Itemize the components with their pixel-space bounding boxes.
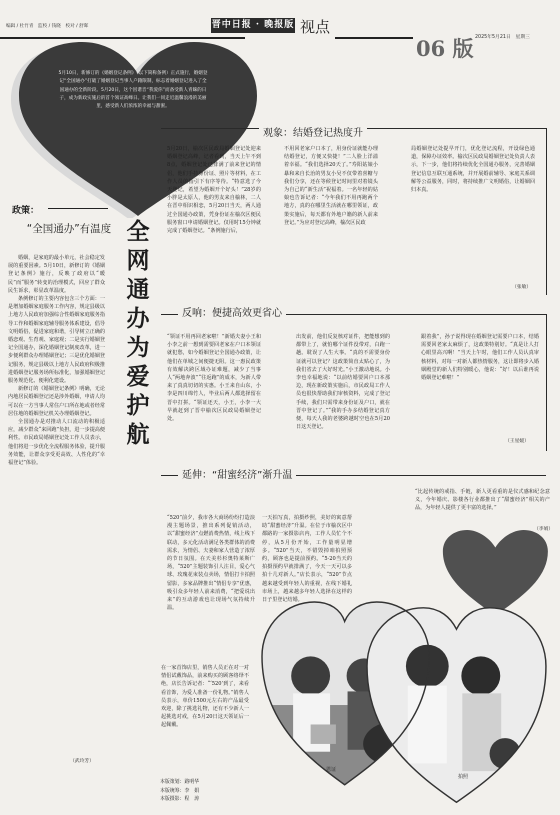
policy-kicker: 政策： <box>12 206 40 216</box>
intro-text: 5月10日，新修订的《婚姻登记条例》（以下简称条例）正式施行，婚姻登记“全国通办”打破了婚姻登记当事人户籍限制，标志着婚姻登记进入了全国通办的全新阶段。5月20日，这个因谐音“我爱你”而备受新人青睐的日子，成为新政实施后的首个领证高峰日。让我们一同走近温馨浪漫的美丽里，感受新人们浓浓的幸福与甜蜜。 <box>58 71 208 110</box>
extend-heading: 延伸：“甜蜜经济”渐升温 <box>178 466 296 481</box>
observe-column-3: 局婚姻登记处提早开门，优化登记流程，开设绿色通道，保障办证效率。榆次区民政局婚姻登记处负责人表示，下一步，他们将持续优化全国通办服务，完善婚姻登记信息互联互通系统，并开展婚前辅导、家庭关系调解等公益服务，同时，将持续推广文明婚俗，让婚姻回归本真。 <box>411 146 535 194</box>
editor-credits: 编辑 / 杜竹青 监校 / 钱晓 校对 / 舒晖 <box>6 24 89 29</box>
main-headline: 全网通办 为爱护航 <box>126 219 150 448</box>
feedback-credit: （王星媛） <box>505 439 529 444</box>
extend-column-2: 在一家首饰店里，销售人员正在对一对情侣试戴饰品，前来购买的顾客络绎不绝，店长告诉记者：“‘520’到了，来看看首饰，为爱人准备一份礼物。”销售人员表示，单价1500元左右的产品最受欢迎，除了挑选礼物，还有不少新人一起挑选对戒，在5月20日这天领证后一起佩戴。 <box>161 665 249 729</box>
newspaper-logo: 晋中日报 · 晚报版 <box>211 18 295 33</box>
extend-column-1: “520”前夕，我市各大商场纷纷打造浪漫主题场景，推出系列促销活动，以“甜蜜经济”点燃消费热情，线上线下联动，多元化活动满足各类群体的消费需求，为情侣、夫妻和家人营造了浓厚的节日氛围。在天美杉杉奥特莱斯广场，“520”主题装饰引人注目，爱心气球、玫瑰花束装点卖场，情侣打卡拍照留影，多家品牌推出“情侣专享”优惠，吸引众多年轻人前来消费，“把爱说出来”的互动游戏也让现场气氛持续升温。 <box>167 515 255 612</box>
policy-paragraph: 婚姻，是家庭的最小单元，社会稳定发展的重要因素。5月10日，新修订的《婚姻登记条例》施行，反映了政府以“暖民”而“服务”转变的治理模式，回应了群众民生诉求，彰显改革温度。 <box>8 255 105 294</box>
photo-caption-right: 拍照 <box>458 774 469 780</box>
policy-paragraph: 全国通办是对推动人口流动的积极适应，减少群众“来回跑”负担，进一步提高便利性。市民政局婚姻登记处工作人员表示，他们将进一步优化全流程服务体验，提升服务效能，让群众享受更高效、人性化的“幸福登记”体验。 <box>8 419 105 467</box>
extend-credit: （李娟） <box>534 527 554 532</box>
page-number: 06 版 <box>416 36 474 61</box>
feedback-column-2: 出发前，他们反复核对证件，把能想到的都带上了，就怕哪个证件没带对，白跑一趟。耽误了人生大事。“真的不需要身份证就可以登记？这政策简直太贴心了，为我们省去了大好时光。”小王激动地说。小李也幸福地说：“以前结婚要回户口本那边，现在新政策实施后，市民政局工作人员也很快帮助我们审核资料，完成了登记手续，我们只需带来身份证及户口，就在晋中登记了。”“我的手办多结婚登记真方便，每天人我的老婆跨越时空也在5月20日这天登记。 <box>296 334 390 431</box>
editor-info <box>160 778 199 804</box>
photo-caption-left: 恩证 <box>326 767 337 773</box>
observe-credit: （张敏） <box>512 285 532 290</box>
section-title: 视点 <box>300 18 331 36</box>
feedback-column-1: “领证不用再回老家啦！”新婚夫妻小王和小李之前一想到需要回老家在户口本领证就犯愁，如今婚姻登记全国通办政策，让他们在单城之间便捷无阻。这一惠民政策有效解决跨区域办证难题，减少了当事人“两地奔波”“往返跑”的成本，为新人带来了真真切切的实惠。小王来自山东，小李是四川绵竹人，毕业后两人都选择留在晋中打拼。“领证还天，小王，小李一大早就赶到了晋中榆次区民政局婚姻登记处。 <box>167 334 261 423</box>
policy-body <box>8 254 105 739</box>
editor-writer: 本版统筹：李 娟 <box>160 787 200 794</box>
observe-column-1: 5月20日，榆次区民政局婚姻登记处迎来婚姻登记高峰，记者看到，当天上午不到8点，婚姻登记处已排满了前来登记的情侣，他们手持身份证、照片等材料，在工作人员的指引下有序等待。“特意选了今天登记，希望为婚姻开个好头！”28岁的小胖是太原人，他的男友来自榆林，二人在晋中相识相恋，5月20日当天，两人通过全国通办政策，凭身份证在榆次区便民服务窗口申请婚姻登记。仅用时15分钟就完成了婚姻登记。“条例施行后， <box>167 146 261 235</box>
wedding-photo-heart <box>248 530 558 812</box>
extend-column-4: “比起传统的戒指、手链，新人更看重的是仪式感和纪念意义，今年婚庆、影楼各行业都推出了“甜蜜经济”相关的产品，为年轻人提供了更丰富的选择。” <box>415 489 550 512</box>
policy-byline: （武玲芳） <box>70 759 94 764</box>
policy-paragraph: 新修订的《婚姻登记条例》明确，无论内地居民婚姻登记还是涉外婚姻，申请人均可以在一方当事人常住户口所在地或者经常居住地的婚姻登记机关办理婚姻登记。 <box>8 386 105 417</box>
kicker-rule <box>48 208 108 209</box>
feedback-heading: 反响：便捷高效更省心 <box>178 304 286 319</box>
editor-photo: 本版摄影：程 涛 <box>160 796 200 802</box>
extend-column-3: 一天拍写真，拍摄纱照，美好的寓意帮助“甜蜜经济”升温。在位于市榆次区中都路的一家摄影店内，工作人员忙个不停，从5月份开始，工作量明显增多。“520”当天，不错毁掉咱拍照预约，顾客也是提前预约。“5·20当天的拍摄预约早就排满了，今天一天可以多拍十几对新人。”店长表示，“520”节点越来越受到年轻人的重视，在线下婚礼市场上，越来越多年轻人选择在这样的日子里登记结婚。 <box>262 515 352 604</box>
masthead-rule-right <box>335 37 413 39</box>
policy-title: “全国通办”有温度 <box>26 223 112 235</box>
editor-planner: 本版策划：路明华 <box>160 779 200 785</box>
issue-date: 2025年5月21日 星期三 <box>475 35 530 40</box>
observe-column-2: 不用回老家户口本了，用身份证就能办理结婚登记，方便又快捷！”二人脸上洋溢着幸福。“我们选择20天了。”寿阳姑娘小暴和来自长治的男友小吴不仅带着喜糖与我们分享，还在等候登记时间里对着镜头为自己的“新生活”祝福着。一名年轻的姑娘也告诉记者：“今年我们不用再跑两个地方，真的在哪里生活就在哪里领证，政策实施后，每天都有外地户籍的新人前来登记。”为应对登记高峰，榆次区民政 <box>284 146 378 226</box>
policy-paragraph: 条例修订的主要内容包含三个方面：一是增加婚姻家庭服务工作内容，规定县级以上地方人民政府加强综合性婚姻家庭服务指导工作和婚姻家庭辅导服务体系建设，倡导文明婚俗，促进家庭和谐，引导树立正确的婚恋观、生育观、家庭观；二是实行婚姻登记全国通办，深化婚姻登记制度改革，进一步便利群众办理婚姻登记；三是优化婚姻登记服务，规定县级以上地方人民政府积极推进婚姻登记服务场所标准化，加强婚姻登记服务规范化、便利化建设。 <box>8 296 105 385</box>
observe-heading: 观象：结婚登记热度升 <box>259 124 367 139</box>
feedback-column-3: 跟着我”，孙子说得现在婚姻登记需要户口本，结婚需要回老家太麻烦了，这政策特别好。“真是让人打心眼里高兴啊！”当天上午时，他们工作人员认真审核材料，对每一对新人都热情服务，这让即将步入婚姻殿堂的新人们特别暖心，他说：“好！以后谁再说婚姻登记难啦！” <box>421 334 539 382</box>
